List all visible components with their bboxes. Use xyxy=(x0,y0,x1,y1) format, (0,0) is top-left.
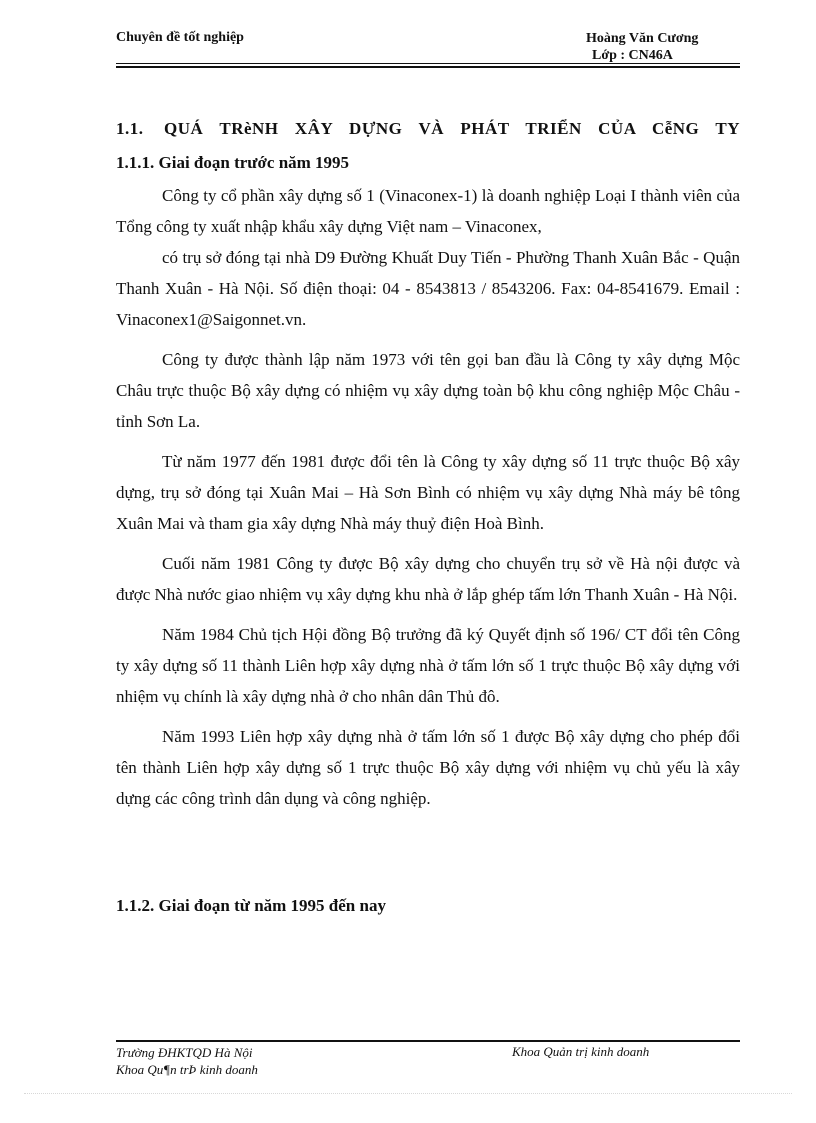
header-author: Hoàng Văn Cương xyxy=(586,31,699,46)
section-title: QUÁ TRèNH XÂY DỰNG VÀ PHÁT TRIỂN CỦA CễNG TY xyxy=(164,119,740,138)
section-number: 1.1. xyxy=(116,119,144,138)
header-rule xyxy=(116,63,740,68)
page-content xyxy=(116,112,740,814)
paragraph-6: Năm 1984 Chủ tịch Hội đồng Bộ trưởng đã ký Quyết định số 196/ CT đổi tên Công ty xây dựng số 11 thành Liên hợp xây dựng nhà ở tấm lớn số 1 trực thuộc Bộ xây dựng với nhiệm vụ chính là xây dựng nhà ở cho nhân dân Thủ đô. xyxy=(116,625,740,706)
paragraph-7: Năm 1993 Liên hợp xây dựng nhà ở tấm lớn số 1 được Bộ xây dựng cho phép đổi tên thành Liên hợp xây dựng số 1 trực thuộc Bộ xây dựng với nhiệm vụ chủ yếu là xây dựng các công trình dân dụng và công nghiệp. xyxy=(116,727,740,808)
paragraph-4: Từ năm 1977 đến 1981 được đổi tên là Công ty xây dựng số 11 trực thuộc Bộ xây dựng, trụ sở đóng tại Xuân Mai – Hà Sơn Bình có nhiệm vụ xây dựng Nhà máy bê tông Xuân Mai và tham gia xây dựng Nhà máy thuỷ điện Hoà Bình. xyxy=(116,452,740,533)
footer-school: Trường ĐHKTQD Hà Nội xyxy=(116,1045,253,1060)
subsection-2-title: 1.1.2. Giai đoạn từ năm 1995 đến nay xyxy=(116,896,386,915)
paragraph-1: Công ty cổ phần xây dựng số 1 (Vinaconex-1) là doanh nghiệp Loại I thành viên của Tổng công ty xuất nhập khẩu xây dựng Việt nam – Vinaconex, xyxy=(116,186,740,236)
section-heading xyxy=(116,112,740,146)
header-left: Chuyên đề tốt nghiệp xyxy=(116,30,244,45)
paragraph-2: có trụ sở đóng tại nhà D9 Đường Khuất Duy Tiến - Phường Thanh Xuân Bắc - Quận Thanh Xuân - Hà Nội. Số điện thoại: 04 - 8543813 / 8543206. Fax: 04-8541679. Email : Vinaconex1@Saigonnet.vn. xyxy=(116,248,740,329)
subsection-title: 1.1.1. Giai đoạn trước năm 1995 xyxy=(116,153,350,172)
header-right xyxy=(586,30,698,64)
footer-right: Khoa Quản trị kinh doanh xyxy=(512,1044,650,1059)
footer-faculty-legacy: Khoa Qu¶n trÞ kinh doanh xyxy=(116,1062,258,1077)
paragraph-3: Công ty được thành lập năm 1973 với tên gọi ban đầu là Công ty xây dựng Mộc Châu trực thuộc Bộ xây dựng có nhiệm vụ xây dựng toàn bộ khu công nghiệp Mộc Châu - tỉnh Sơn La. xyxy=(116,350,740,431)
page-edge-dots xyxy=(24,1093,792,1094)
header-class: Lớp : CN46A xyxy=(592,48,673,63)
paragraph-5: Cuối năm 1981 Công ty được Bộ xây dựng cho chuyển trụ sở về Hà nội được và được Nhà nước giao nhiệm vụ xây dựng khu nhà ở lắp ghép tấm lớn Thanh Xuân - Hà Nội. xyxy=(116,554,740,604)
footer-rule xyxy=(116,1040,740,1042)
footer-left xyxy=(116,1044,258,1078)
